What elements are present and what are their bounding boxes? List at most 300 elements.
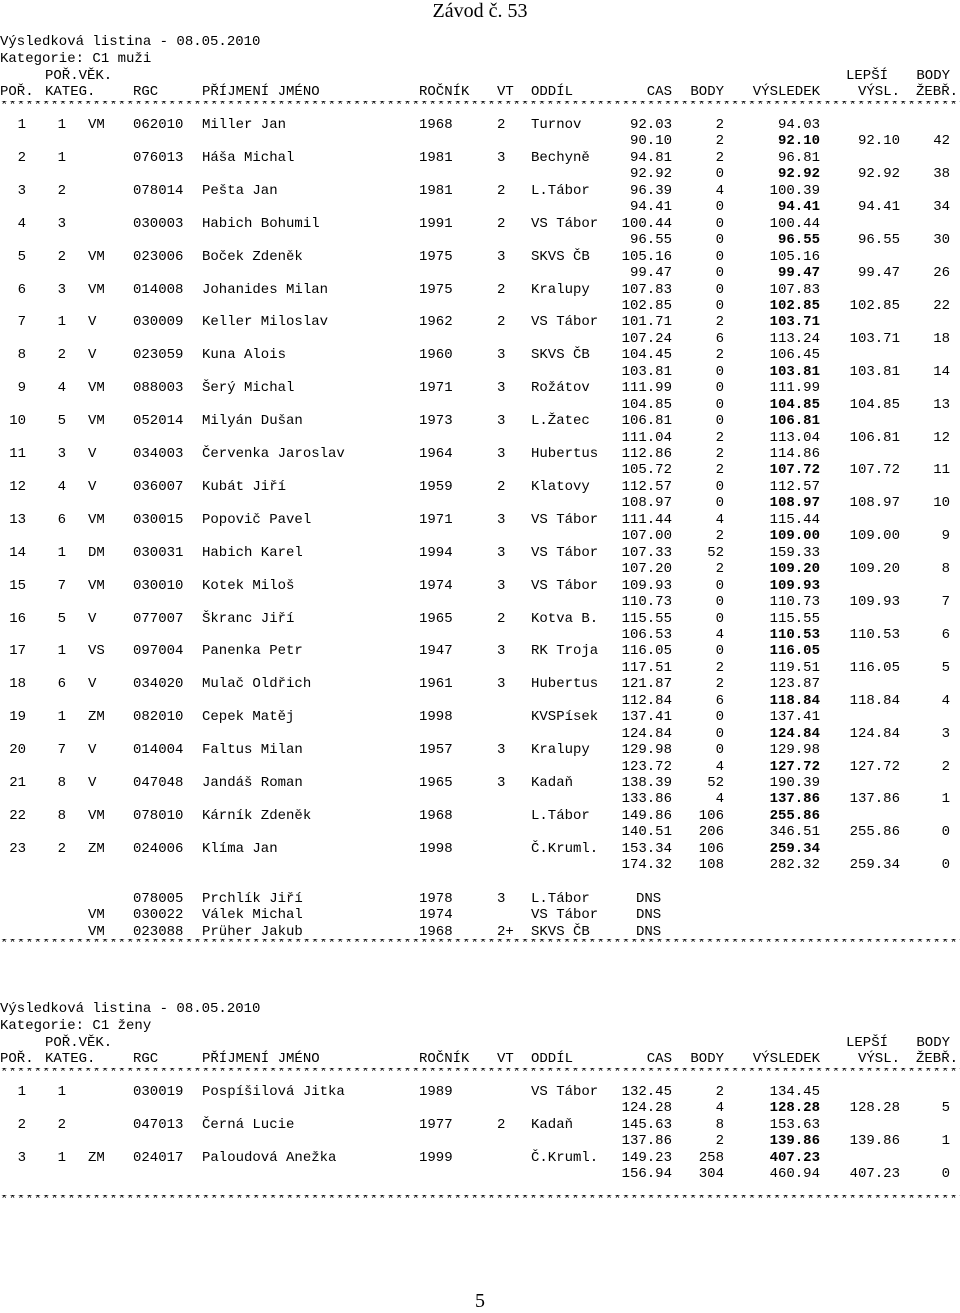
run2-result: 92.92 xyxy=(777,166,820,183)
rgc: 030031 xyxy=(133,544,184,561)
category-rank: 3 xyxy=(57,281,66,298)
rank: 4 xyxy=(17,215,26,232)
ranking-points: 1 xyxy=(941,791,950,808)
rank: 21 xyxy=(9,775,26,791)
run2-penalty: 0 xyxy=(715,594,724,610)
header-rocnik: ROČNÍK xyxy=(419,84,470,100)
category-rank: 3 xyxy=(57,215,66,232)
category-rank: 4 xyxy=(57,380,66,397)
run1-result: 106.81 xyxy=(769,413,820,430)
age-category: VM xyxy=(88,413,105,430)
run2-time: 174.32 xyxy=(621,857,672,874)
category-rank: 4 xyxy=(57,478,66,495)
birth-year: 1999 xyxy=(419,1149,453,1166)
run1-time: 100.44 xyxy=(621,215,672,232)
club: SKVS ČB xyxy=(531,347,590,364)
age-category: VM xyxy=(88,511,105,528)
best-result: 106.81 xyxy=(849,429,900,446)
club: Bechyně xyxy=(531,149,590,166)
header-cas: CAS xyxy=(646,1051,672,1067)
age-category: VM xyxy=(88,281,105,298)
separator-line xyxy=(0,1195,960,1205)
run1-result: 123.87 xyxy=(769,676,820,693)
club: Rožátov xyxy=(531,380,590,397)
best-result: 128.28 xyxy=(849,1100,900,1117)
rank: 11 xyxy=(9,446,26,462)
best-result: 92.92 xyxy=(857,166,900,183)
ranking-points: 26 xyxy=(933,265,950,281)
run1-penalty: 2 xyxy=(715,117,724,133)
run2-penalty: 108 xyxy=(698,857,724,874)
run1-result: 106.45 xyxy=(769,347,820,364)
class: 3 xyxy=(497,643,506,660)
category-rank: 1 xyxy=(57,314,66,331)
list-title: Výsledková listina - 08.05.2010 xyxy=(0,1001,261,1017)
run2-time: 108.97 xyxy=(621,495,672,512)
run1-result: 159.33 xyxy=(769,544,820,561)
best-result: 110.53 xyxy=(849,626,900,643)
age-category: V xyxy=(88,314,97,331)
rank: 19 xyxy=(9,709,26,726)
birth-year: 1998 xyxy=(419,840,453,857)
rgc: 076013 xyxy=(133,149,184,166)
rank: 13 xyxy=(9,511,26,528)
rank: 5 xyxy=(17,248,26,265)
category-rank: 5 xyxy=(57,610,66,627)
header-por: POŘ. xyxy=(0,1051,34,1067)
class: 3 xyxy=(497,742,506,759)
run1-time: 101.71 xyxy=(621,314,672,331)
best-result: 94.41 xyxy=(857,199,900,216)
run2-result: 118.84 xyxy=(769,692,820,709)
rgc: 023006 xyxy=(133,248,184,265)
class: 2 xyxy=(497,182,506,199)
header-lepsi: LEPŠÍ xyxy=(845,1035,888,1051)
run2-result: 109.00 xyxy=(769,528,820,545)
ranking-points: 6 xyxy=(941,626,950,643)
ranking-points: 12 xyxy=(933,429,950,446)
birth-year: 1968 xyxy=(419,117,453,133)
run1-result: 134.45 xyxy=(769,1084,820,1100)
run2-penalty: 0 xyxy=(715,166,724,183)
rgc: 052014 xyxy=(133,413,184,430)
age-category: V xyxy=(88,676,97,693)
header-kateg: KATEG. xyxy=(45,84,96,100)
run1-result: 153.63 xyxy=(769,1116,820,1133)
athlete-name: Kubát Jiří xyxy=(202,478,287,495)
ranking-points: 8 xyxy=(941,561,950,578)
rgc: 047048 xyxy=(133,775,184,791)
ranking-points: 0 xyxy=(941,824,950,841)
age-category: VM xyxy=(88,248,105,265)
header-vysl: VÝSL. xyxy=(857,84,900,100)
run2-time: 156.94 xyxy=(621,1166,672,1183)
class: 3 xyxy=(497,577,506,594)
best-result: 139.86 xyxy=(849,1133,900,1150)
category-rank: 1 xyxy=(57,1084,66,1100)
class: 3 xyxy=(497,511,506,528)
run1-result: 94.03 xyxy=(777,117,820,133)
ranking-points: 4 xyxy=(941,692,950,709)
run1-time: 115.55 xyxy=(621,610,672,627)
run1-penalty: 2 xyxy=(715,347,724,364)
header-body: BODY xyxy=(916,68,950,84)
run2-penalty: 2 xyxy=(715,429,724,446)
category-rank: 7 xyxy=(57,577,66,594)
run2-result: 108.97 xyxy=(769,495,820,512)
run1-time: 92.03 xyxy=(629,117,672,133)
best-result: 96.55 xyxy=(857,232,900,249)
header-body: BODY xyxy=(916,1035,950,1051)
birth-year: 1962 xyxy=(419,314,453,331)
best-result: 99.47 xyxy=(857,265,900,281)
birth-year: 1998 xyxy=(419,709,453,726)
header-rgc: RGC xyxy=(133,84,159,100)
class: 3 xyxy=(497,149,506,166)
birth-year: 1974 xyxy=(419,907,453,924)
best-result: 255.86 xyxy=(849,824,900,841)
class: 2 xyxy=(497,478,506,495)
ranking-points: 0 xyxy=(941,857,950,874)
rank: 7 xyxy=(17,314,26,331)
athlete-name: Popovič Pavel xyxy=(202,511,312,528)
ranking-points: 38 xyxy=(933,166,950,183)
rgc: 034020 xyxy=(133,676,184,693)
run2-penalty: 4 xyxy=(715,626,724,643)
club: SKVS ČB xyxy=(531,248,590,265)
best-result: 137.86 xyxy=(849,791,900,808)
run1-penalty: 2 xyxy=(715,314,724,331)
run1-result: 137.41 xyxy=(769,709,820,726)
run1-time: 96.39 xyxy=(629,182,672,199)
ranking-points: 9 xyxy=(941,528,950,545)
class: 2 xyxy=(497,281,506,298)
birth-year: 1975 xyxy=(419,248,453,265)
age-category: DM xyxy=(88,544,105,561)
best-result: 109.20 xyxy=(849,561,900,578)
rgc: 023059 xyxy=(133,347,184,364)
club: L.Tábor xyxy=(531,182,590,199)
rgc: 024006 xyxy=(133,840,184,857)
club: Kralupy xyxy=(531,281,590,298)
run1-penalty: 106 xyxy=(698,840,724,857)
run2-penalty: 0 xyxy=(715,363,724,380)
category-rank: 1 xyxy=(57,709,66,726)
age-category: VM xyxy=(88,117,105,133)
category-rank: 5 xyxy=(57,413,66,430)
club: Kralupy xyxy=(531,742,590,759)
athlete-name: Pospíšilová Jitka xyxy=(202,1084,345,1100)
run2-penalty: 4 xyxy=(715,758,724,775)
rgc: 030019 xyxy=(133,1084,184,1100)
run1-time: 116.05 xyxy=(621,643,672,660)
ranking-points: 42 xyxy=(933,133,950,150)
best-result: 109.00 xyxy=(849,528,900,545)
birth-year: 1957 xyxy=(419,742,453,759)
club: Hubertus xyxy=(531,676,599,693)
class: 2 xyxy=(497,1116,506,1133)
rgc: 030009 xyxy=(133,314,184,331)
category-rank: 1 xyxy=(57,149,66,166)
run2-time: 111.04 xyxy=(621,429,672,446)
header-body-col: BODY xyxy=(690,1051,724,1067)
class: 3 xyxy=(497,380,506,397)
header-rocnik: ROČNÍK xyxy=(419,1051,470,1067)
run1-penalty: 0 xyxy=(715,281,724,298)
run1-time: 149.23 xyxy=(621,1149,672,1166)
category-rank: 2 xyxy=(57,182,66,199)
run2-result: 282.32 xyxy=(769,857,820,874)
run1-time: 137.41 xyxy=(621,709,672,726)
run1-penalty: 0 xyxy=(715,742,724,759)
rank: 17 xyxy=(9,643,26,660)
athlete-name: Miller Jan xyxy=(202,117,287,133)
run1-penalty: 4 xyxy=(715,182,724,199)
best-result: 103.71 xyxy=(849,330,900,347)
run2-result: 113.24 xyxy=(769,330,820,347)
run2-penalty: 2 xyxy=(715,462,724,479)
birth-year: 1981 xyxy=(419,182,453,199)
separator-line xyxy=(0,939,960,949)
run1-time: 121.87 xyxy=(621,676,672,693)
run2-time: 96.55 xyxy=(629,232,672,249)
category-label: Kategorie: C1 ženy xyxy=(0,1018,152,1034)
run1-penalty: 0 xyxy=(715,577,724,594)
run1-result: 255.86 xyxy=(769,807,820,824)
run1-time: 107.33 xyxy=(621,544,672,561)
club: Kadaň xyxy=(531,1116,574,1133)
run2-result: 119.51 xyxy=(769,659,820,676)
club: VS Tábor xyxy=(531,1084,599,1100)
category-rank: 6 xyxy=(57,676,66,693)
athlete-name: Boček Zdeněk xyxy=(202,248,303,265)
athlete-name: Milyán Dušan xyxy=(202,413,303,430)
run2-penalty: 2 xyxy=(715,561,724,578)
header-oddil: ODDÍL xyxy=(531,1051,574,1067)
best-result: 118.84 xyxy=(849,692,900,709)
run1-result: 96.81 xyxy=(777,149,820,166)
run2-result: 110.73 xyxy=(769,594,820,610)
run2-result: 102.85 xyxy=(769,297,820,314)
run2-penalty: 4 xyxy=(715,1100,724,1117)
rgc: 082010 xyxy=(133,709,184,726)
run2-time: 92.92 xyxy=(629,166,672,183)
run1-penalty: 0 xyxy=(715,610,724,627)
run2-result: 346.51 xyxy=(769,824,820,841)
ranking-points: 11 xyxy=(933,462,950,479)
athlete-name: Háša Michal xyxy=(202,149,295,166)
age-category: V xyxy=(88,446,97,462)
rank: 14 xyxy=(9,544,26,561)
age-category: VM xyxy=(88,380,105,397)
run1-penalty: 2 xyxy=(715,149,724,166)
run2-result: 127.72 xyxy=(769,758,820,775)
run2-time: 124.84 xyxy=(621,725,672,742)
rank: 8 xyxy=(17,347,26,364)
run1-result: 259.34 xyxy=(769,840,820,857)
run1-penalty: 0 xyxy=(715,478,724,495)
header-zebr: ŽEBŘ. xyxy=(915,1051,958,1067)
athlete-name: Šerý Michal xyxy=(202,380,295,397)
run2-penalty: 2 xyxy=(715,1133,724,1150)
best-result: 407.23 xyxy=(849,1166,900,1183)
class: 3 xyxy=(497,775,506,791)
rank: 18 xyxy=(9,676,26,693)
class: 3 xyxy=(497,446,506,462)
club: Turnov xyxy=(531,117,582,133)
run1-result: 114.86 xyxy=(769,446,820,462)
run2-penalty: 0 xyxy=(715,725,724,742)
athlete-name: Pešta Jan xyxy=(202,182,278,199)
rgc: 030003 xyxy=(133,215,184,232)
run2-penalty: 6 xyxy=(715,692,724,709)
class: 3 xyxy=(497,676,506,693)
run1-time: 109.93 xyxy=(621,577,672,594)
run1-result: 111.99 xyxy=(769,380,820,397)
run1-time: 104.45 xyxy=(621,347,672,364)
header-name: PŘÍJMENÍ JMÉNO xyxy=(202,1051,320,1067)
rgc: 014008 xyxy=(133,281,184,298)
run1-penalty: 0 xyxy=(715,215,724,232)
athlete-name: Válek Michal xyxy=(202,907,303,924)
run1-time: 112.57 xyxy=(621,478,672,495)
club: SKVS ČB xyxy=(531,923,590,940)
category-label: Kategorie: C1 muži xyxy=(0,51,152,67)
rank: 22 xyxy=(9,807,26,824)
club: KVSPísek xyxy=(531,709,599,726)
birth-year: 1991 xyxy=(419,215,453,232)
run2-result: 92.10 xyxy=(777,133,820,150)
rank: 6 xyxy=(17,281,26,298)
run1-penalty: 0 xyxy=(715,380,724,397)
run2-penalty: 2 xyxy=(715,133,724,150)
athlete-name: Faltus Milan xyxy=(202,742,303,759)
header-cas: CAS xyxy=(646,84,672,100)
run1-time: 111.99 xyxy=(621,380,672,397)
run2-penalty: 2 xyxy=(715,659,724,676)
rank: 1 xyxy=(17,117,26,133)
run2-time: 106.53 xyxy=(621,626,672,643)
run2-penalty: 2 xyxy=(715,528,724,545)
category-rank: 8 xyxy=(57,807,66,824)
class: 3 xyxy=(497,544,506,561)
run2-penalty: 0 xyxy=(715,396,724,413)
run2-time: 112.84 xyxy=(621,692,672,709)
best-result: 109.93 xyxy=(849,594,900,610)
category-rank: 3 xyxy=(57,446,66,462)
status: DNS xyxy=(636,923,662,940)
class: 2 xyxy=(497,117,506,133)
run2-penalty: 0 xyxy=(715,297,724,314)
run2-penalty: 0 xyxy=(715,199,724,216)
run1-result: 129.98 xyxy=(769,742,820,759)
run1-time: 106.81 xyxy=(621,413,672,430)
rgc: 014004 xyxy=(133,742,184,759)
age-category: VS xyxy=(88,643,105,660)
rank: 15 xyxy=(9,577,26,594)
athlete-name: Kuna Alois xyxy=(202,347,287,364)
rank: 2 xyxy=(17,149,26,166)
ranking-points: 0 xyxy=(941,1166,950,1183)
birth-year: 1965 xyxy=(419,775,453,791)
run1-result: 100.39 xyxy=(769,182,820,199)
best-result: 259.34 xyxy=(849,857,900,874)
run1-result: 109.93 xyxy=(769,577,820,594)
run2-time: 110.73 xyxy=(621,594,672,610)
header-lepsi: LEPŠÍ xyxy=(845,68,888,84)
rgc: 024017 xyxy=(133,1149,184,1166)
rank: 9 xyxy=(17,380,26,397)
club: VS Tábor xyxy=(531,215,599,232)
birth-year: 1968 xyxy=(419,923,453,940)
rgc: 030010 xyxy=(133,577,184,594)
club: VS Tábor xyxy=(531,544,599,561)
rank: 3 xyxy=(17,1149,26,1166)
age-category: ZM xyxy=(88,840,105,857)
rgc: 023088 xyxy=(133,923,184,940)
header-vysledek: VÝSLEDEK xyxy=(752,84,820,100)
class: 3 xyxy=(497,248,506,265)
rank: 12 xyxy=(9,478,26,495)
run2-result: 110.53 xyxy=(769,626,820,643)
run2-result: 107.72 xyxy=(769,462,820,479)
run2-result: 137.86 xyxy=(769,791,820,808)
header-por: POŘ. xyxy=(0,84,34,100)
best-result: 104.85 xyxy=(849,396,900,413)
status: DNS xyxy=(636,890,662,907)
class: 2+ xyxy=(497,923,514,940)
run2-time: 133.86 xyxy=(621,791,672,808)
birth-year: 1968 xyxy=(419,807,453,824)
athlete-name: Paloudová Anežka xyxy=(202,1149,337,1166)
age-category: ZM xyxy=(88,1149,105,1166)
separator-line xyxy=(0,1068,960,1078)
birth-year: 1964 xyxy=(419,446,453,462)
header-oddil: ODDÍL xyxy=(531,84,574,100)
run1-time: 132.45 xyxy=(621,1084,672,1100)
run2-time: 90.10 xyxy=(629,133,672,150)
athlete-name: Panenka Petr xyxy=(202,643,303,660)
run1-penalty: 0 xyxy=(715,248,724,265)
run2-time: 137.86 xyxy=(621,1133,672,1150)
ranking-points: 34 xyxy=(933,199,950,216)
run1-time: 94.81 xyxy=(629,149,672,166)
club: Č.Kruml. xyxy=(531,1149,599,1166)
run2-penalty: 0 xyxy=(715,232,724,249)
club: VS Tábor xyxy=(531,907,599,924)
ranking-points: 30 xyxy=(933,232,950,249)
run1-penalty: 258 xyxy=(698,1149,724,1166)
run2-time: 107.24 xyxy=(621,330,672,347)
page-number: 5 xyxy=(475,1290,485,1312)
run1-penalty: 52 xyxy=(707,775,724,791)
run2-time: 103.81 xyxy=(621,363,672,380)
run1-penalty: 0 xyxy=(715,413,724,430)
run1-result: 190.39 xyxy=(769,775,820,791)
age-category: V xyxy=(88,775,97,791)
run2-time: 107.00 xyxy=(621,528,672,545)
run2-result: 128.28 xyxy=(769,1100,820,1117)
club: Č.Kruml. xyxy=(531,840,599,857)
run1-result: 112.57 xyxy=(769,478,820,495)
class: 3 xyxy=(497,347,506,364)
run2-result: 104.85 xyxy=(769,396,820,413)
run1-penalty: 0 xyxy=(715,643,724,660)
run2-penalty: 4 xyxy=(715,791,724,808)
age-category: VM xyxy=(88,577,105,594)
run2-time: 117.51 xyxy=(621,659,672,676)
best-result: 116.05 xyxy=(849,659,900,676)
